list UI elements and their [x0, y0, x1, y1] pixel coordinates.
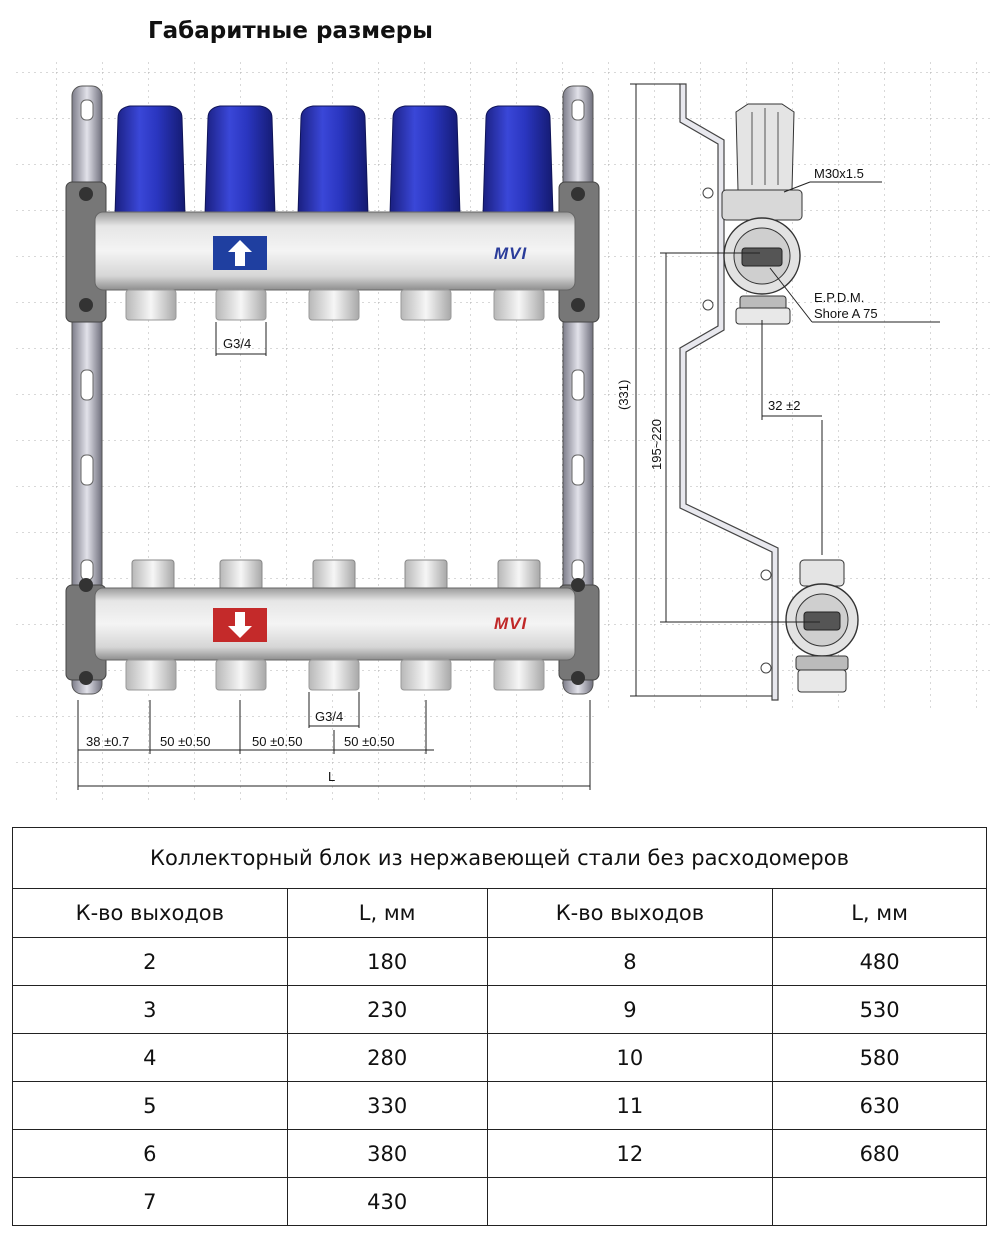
cell-outlets: 6 — [13, 1130, 288, 1178]
return-arrow-down-icon — [213, 608, 267, 642]
cell-outlets — [487, 1178, 773, 1226]
page-title: Габаритные размеры — [148, 18, 433, 44]
table-row — [13, 1034, 987, 1082]
seal-material-label: E.P.D.M. — [814, 290, 865, 305]
table-row — [13, 1130, 987, 1178]
dim-first-outlet: 38 ±0.7 — [86, 734, 130, 749]
table-row — [13, 1178, 987, 1226]
spec-table — [12, 827, 987, 1226]
manifold-drawing — [0, 55, 1000, 805]
center-distance-dim: 195~220 — [649, 419, 664, 470]
cell-length: 330 — [287, 1082, 487, 1130]
dim-total-length: L — [328, 769, 336, 784]
table-row — [13, 986, 987, 1034]
cell-outlets: 2 — [13, 938, 288, 986]
cell-length: 230 — [287, 986, 487, 1034]
overall-height-dim: (331) — [616, 379, 631, 410]
brand-logo: MVI — [494, 244, 528, 263]
brand-logo-red: MVI — [494, 614, 528, 633]
cell-outlets: 10 — [487, 1034, 773, 1082]
supply-arrow-up-icon — [213, 236, 267, 270]
dim-pitch-3: 50 ±0.50 — [344, 734, 395, 749]
offset-dim: 32 ±2 — [768, 398, 801, 413]
cell-outlets: 9 — [487, 986, 773, 1034]
cell-outlets: 11 — [487, 1082, 773, 1130]
seal-hardness-label: Shore A 75 — [814, 306, 878, 321]
dim-pitch-1: 50 ±0.50 — [160, 734, 211, 749]
header-length: L, мм — [287, 889, 487, 938]
cell-length: 480 — [773, 938, 987, 986]
cell-length: 430 — [287, 1178, 487, 1226]
cell-outlets: 12 — [487, 1130, 773, 1178]
valve-caps — [115, 106, 553, 215]
cell-outlets: 4 — [13, 1034, 288, 1082]
cell-length: 380 — [287, 1130, 487, 1178]
table-caption: Коллекторный блок из нержавеющей стали без расходомеров — [13, 828, 987, 889]
cell-length: 630 — [773, 1082, 987, 1130]
side-thread-label: M30x1.5 — [814, 166, 864, 181]
cell-outlets: 8 — [487, 938, 773, 986]
cell-length: 280 — [287, 1034, 487, 1082]
table-row — [13, 1082, 987, 1130]
header-length-2: L, мм — [773, 889, 987, 938]
dim-pitch-2: 50 ±0.50 — [252, 734, 303, 749]
cell-length: 580 — [773, 1034, 987, 1082]
table-header-row — [13, 889, 987, 938]
table-row — [13, 938, 987, 986]
cell-length: 180 — [287, 938, 487, 986]
header-outlets: К-во выходов — [13, 889, 288, 938]
cell-outlets: 3 — [13, 986, 288, 1034]
cell-outlets: 5 — [13, 1082, 288, 1130]
cell-outlets: 7 — [13, 1178, 288, 1226]
cell-length: 680 — [773, 1130, 987, 1178]
cell-length: 530 — [773, 986, 987, 1034]
svg-text:G3/4: G3/4 — [223, 336, 252, 351]
header-outlets-2: К-во выходов — [487, 889, 773, 938]
svg-text:G3/4: G3/4 — [315, 709, 344, 724]
cell-length — [773, 1178, 987, 1226]
